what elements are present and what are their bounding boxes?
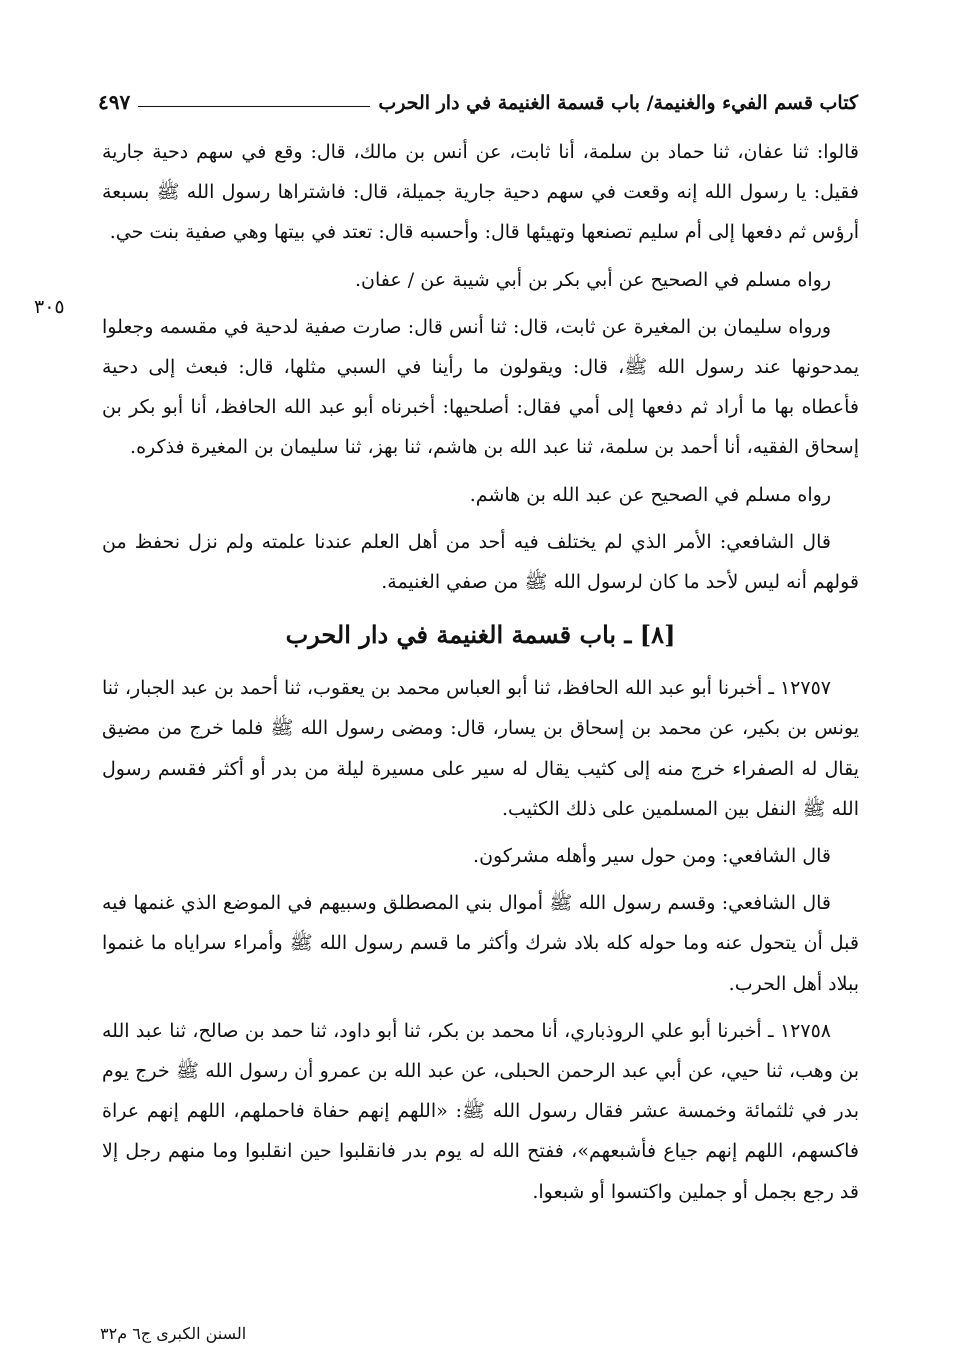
main-text bbox=[102, 132, 859, 1219]
footer-signature: السنن الكبرى ج٦ م٣٢ bbox=[100, 1324, 247, 1343]
paragraph-6: ١٢٧٥٧ ـ أخبرنا أبو عبد الله الحافظ، ثنا أبو العباس محمد بن يعقوب، ثنا أحمد بن عبد الجبار، ثنا يونس بن بكير، عن محمد بن إسحاق بن يسار، قال: ومضى رسول الله ﷺ فلما خرج من مضيق يقال له الصفراء خرج منه إلى كثيب يقال له سير على مسيرة ليلة من بدر أو أكثر فقسم رسول الله ﷺ النفل بين المسلمين على ذلك الكثيب. bbox=[102, 677, 859, 820]
margin-page-reference: ٣٠٥ bbox=[34, 296, 65, 318]
paragraph-5: قال الشافعي: الأمر الذي لم يختلف فيه أحد من أهل العلم عندنا علمته ولم نزل نحفظ من قولهم أنه ليس لأحد ما كان لرسول الله ﷺ من صفي الغنيمة. bbox=[102, 530, 859, 594]
paragraph-9: ١٢٧٥٨ ـ أخبرنا أبو علي الروذباري، أنا محمد بن بكر، ثنا أبو داود، ثنا حمد بن صالح، ثنا عبد الله بن وهب، ثنا حيي، عن أبي عبد الرحمن الحبلى، عن عبد الله بن عمرو أن رسول الله ﷺ خرج يوم بدر في ثلثمائة وخمسة عشر فقال رسول الله ﷺ: «اللهم إنهم حفاة فاحملهم، اللهم إنهم عراة فاكسهم، اللهم إنهم جياع فأشبعهم»، ففتح الله له يوم بدر فانقلبوا حين انقلبوا وما منهم رجل إلا قد رجع بجمل أو جملين واكتسوا أو شبعوا. bbox=[102, 1019, 859, 1203]
running-title: كتاب قسم الفيء والغنيمة/ باب قسمة الغنيمة في دار الحرب bbox=[378, 92, 858, 114]
header-rule bbox=[138, 106, 370, 107]
paragraph-1: قالوا: ثنا عفان، ثنا حماد بن سلمة، أنا ثابت، عن أنس بن مالك، قال: وقع في سهم دحية جارية فقيل: يا رسول الله إنه وقعت في سهم دحية جارية جميلة، قال: فاشتراها رسول الله ﷺ بسبعة أرؤس ثم دفعها إلى أم سليم تصنعها وتهيئها قال: وأحسبه قال: تعتد في بيتها وهي صفية بنت حي. bbox=[102, 141, 859, 244]
paragraph-2: رواه مسلم في الصحيح عن أبي بكر بن أبي شيبة عن / عفان. bbox=[355, 268, 831, 291]
paragraph-4: رواه مسلم في الصحيح عن عبد الله بن هاشم. bbox=[469, 483, 831, 506]
paragraph-3: ورواه سليمان بن المغيرة عن ثابت، قال: ثنا أنس قال: صارت صفية لدحية في مقسمه وجعلوا يمدحونها عند رسول الله ﷺ، قال: ويقولون ما رأينا في السبي مثلها، قال: فبعث إلى دحية فأعطاه بها ما أراد ثم دفعها إلى أمي فقال: أصلحيها: أخبرناه أبو عبد الله الحافظ، أنا أبو بكر بن إسحاق الفقيه، أنا أحمد بن سلمة، ثنا عبد الله بن هاشم، ثنا بهز، ثنا سليمان بن المغيرة فذكره. bbox=[102, 315, 859, 459]
page-number: ٤٩٧ bbox=[98, 90, 131, 114]
running-header bbox=[98, 78, 858, 114]
paragraph-8: قال الشافعي: وقسم رسول الله ﷺ أموال بني المصطلق وسبيهم في الموضع الذي غنمها فيه قبل أن يتحول عنه وما حوله كله بلاد شرك وأكثر ما قسم رسول الله ﷺ وأمراء سراياه ما غنموا ببلاد أهل الحرب. bbox=[102, 892, 859, 995]
paragraph-7: قال الشافعي: ومن حول سير وأهله مشركون. bbox=[473, 845, 831, 868]
section-heading: [٨] ـ باب قسمة الغنيمة في دار الحرب bbox=[285, 620, 676, 650]
